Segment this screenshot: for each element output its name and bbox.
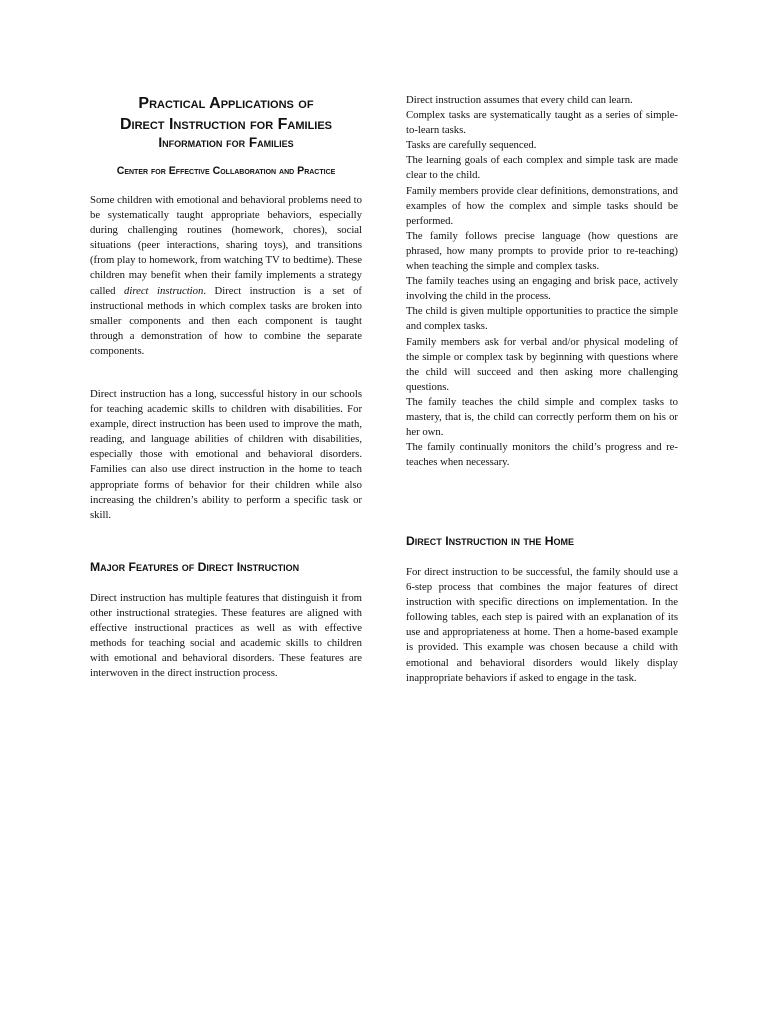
title-line-1: Practical Applications of [138,95,314,112]
intro-text-end: . Direct instruction is a set of instructional methods in which complex tasks are broken into smaller components and then each component is taught through a demonstration of how to combine the separate components. [90,284,362,357]
list-item: The family continually monitors the child’s progress and re-teaches when necessary. [406,441,678,469]
document-subtitle: Information for Families [158,135,294,150]
list-item: The family follows precise language (how questions are phrased, how many prompts to provide prior to re-teaching) when teaching the simple and complex tasks. [406,229,678,273]
history-paragraph: Direct instruction has a long, successful history in our schools for teaching academic skills to children with disabilities. For example, direct instruction has been used to improve the math, reading, and language abilities of children with disabilities, especially those with emotional and behavioral disorders. Families can also use direct instruction in the home to teach appropriate forms of behavior for their children while also increasing the children’s ability to perform a specific task or skill. [90,388,362,521]
list-item: Direct instruction assumes that every child can learn. [406,94,633,106]
organization-name: Center for Effective Collaboration and Practice [116,165,336,177]
title-line-2: Direct Instruction for Families [119,116,333,133]
home-heading: Direct Instruction in the Home [406,534,575,548]
list-item: The family teaches using an engaging and brisk pace, actively involving the child in the process. [406,275,678,303]
list-item: The child is given multiple opportunities to practice the simple and complex tasks. [406,305,678,333]
list-item: Family members ask for verbal and/or physical modeling of the simple or complex task by beginning with questions where the child will succeed and then asking more challenging questions. [406,335,678,393]
list-item: Complex tasks are systematically taught as a series of simple-to-learn tasks. [406,109,678,137]
list-item: The family teaches the child simple and complex tasks to mastery, that is, the child can correctly perform them on his or her own. [406,395,678,439]
list-item: The learning goals of each complex and simple task are made clear to the child. [406,154,678,182]
intro-text-start: Some children with emotional and behavioral problems need to be systematically taught appropriate behaviors, especially during challenging routines (homework, chores), social situations (peer interactions, sharing toys), and transitions (from play to homework, from watching TV to bedtime). These children may benefit when their family implements a strategy called [90,194,362,297]
features-heading: Major Features of Direct Instruction [90,560,300,574]
home-paragraph: For direct instruction to be successful, the family should use a 6-step process that combines the major features of direct instruction with specific directions on implementation. In the following tables, each step is paired with an explanation of its use and appropriateness at home. Then a home-based example is provided. This example was chosen because a child with emotional and behavioral disorders would likely display inappropriate behaviors if asked to engage in the task. [406,566,678,684]
document-title [90,93,362,135]
list-item: Tasks are carefully sequenced. [406,139,537,152]
list-item: Family members provide clear definitions, demonstrations, and examples of how the complex and simple tasks should be performed. [406,184,678,227]
intro-paragraph [90,193,362,359]
features-intro-paragraph: Direct instruction has multiple features that distinguish it from other instructional strategies. These features are aligned with effective instructional practices as well as with effective methods for teaching social and academic skills to children with emotional and behavioral disorders. These features are interwoven in the direct instruction process. [90,592,362,680]
intro-emphasis: direct instruction [124,284,204,297]
features-list [406,93,678,470]
